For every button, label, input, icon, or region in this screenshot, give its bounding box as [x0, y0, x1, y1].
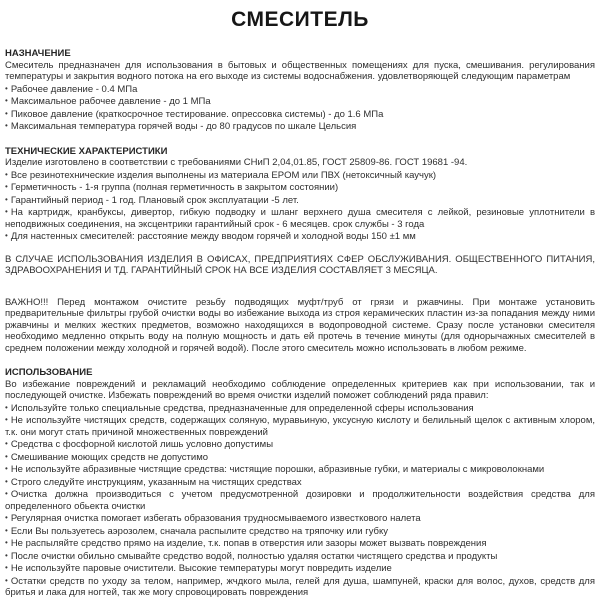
bullet-icon: • — [5, 550, 8, 560]
document-body — [5, 48, 595, 599]
list-item — [5, 463, 595, 476]
paragraph: Изделие изготовлено в соответствии с требованиями СНиП 2,04,01.85, ГОСТ 25809-86. ГОСТ 19681 -94. — [5, 157, 468, 168]
bullet-icon: • — [5, 464, 8, 473]
list-item — [5, 95, 595, 108]
list-item-text: Регулярная очистка помогает избегать образования трудносмываемого известкового налета — [10, 513, 421, 524]
bullet-icon: • — [5, 96, 8, 105]
bullet-icon: • — [5, 169, 8, 179]
list-item — [5, 414, 595, 438]
list-item-text: Очистка должна производиться с учетом предусмотренной дозировки и продолжительности воздействия средства для определенного обьекта очистки — [5, 489, 595, 512]
list-item-text: После очистки обильно смывайте средство водой, полностью удаляя остатки чистящего средства и продукты — [10, 550, 498, 562]
list-item — [5, 230, 595, 243]
list-item-text: Остатки средств по уходу за телом, например, жчдкого мыла, гелей для душа, шампуней, краски для волос, духов, средств для бритья и лака для ногтей, так же могу спровоцировать повреждения — [5, 575, 595, 598]
section-heading: ТЕХНИЧЕСКИЕ ХАРАКТЕРИСТИКИ — [5, 145, 168, 157]
list-item — [5, 108, 595, 121]
bullet-icon: • — [5, 538, 8, 547]
list-item — [5, 169, 595, 182]
bullet-icon: • — [5, 207, 8, 216]
list-item-text: Максимальная температура горячей воды - до 80 градусов по шкале Цельсия — [10, 121, 357, 132]
bullet-icon: • — [5, 121, 8, 130]
bullet-icon: • — [5, 575, 8, 585]
list-item-text: Средства с фосфорной кислотой лишь условно допустимы — [10, 439, 274, 450]
bullet-icon: • — [5, 476, 8, 486]
bullet-icon: • — [5, 439, 8, 448]
list-item — [5, 402, 595, 415]
list-item — [5, 550, 595, 563]
list-item — [5, 194, 595, 207]
list-item-text: Пиковое давление (краткосрочное тестирование. опрессовка системы) - до 1.6 МПа — [10, 108, 384, 120]
list-item — [5, 488, 595, 512]
bullet-icon: • — [5, 489, 8, 498]
list-item — [5, 120, 595, 133]
bullet-icon: • — [5, 451, 8, 461]
bullet-icon: • — [5, 563, 8, 572]
list-item-text: Если Вы пользуетесь аэрозолем, сначала распылите средство на тряпочку или губку — [10, 525, 389, 537]
list-item-text: Для настенных смесителей: расстояние между вводом горячей и холодной воды 150 ±1 мм — [10, 231, 416, 242]
paragraph: Смеситель предназначен для использования в бытовых и общественных помещениях для пуска, смешивания. регулирования температуры и закрытия водного потока на его выходе из системы водоснабжения. удовлетворяющей следующим параметрам — [5, 59, 595, 82]
list-item — [5, 181, 595, 194]
list-item-text: На картридж, кранбуксы, дивертор, гибкую подводку и шланг верхнего душа смесителя с лейкой, резиновые уплотнители в неподвижных соединения, на эксцентрики гарантийный срок - 6 месяцев. срок службы - 3 года — [5, 207, 595, 230]
notice-paragraph: В СЛУЧАЕ ИСПОЛЬЗОВАНИЯ ИЗДЕЛИЯ В ОФИСАХ, ПРЕДПРИЯТИЯХ СФЕР ОБСЛУЖИВАНИЯ. ОБЩЕСТВЕННОГО ПИТАНИЯ, ЗДРАВООХРАНЕНИЯ И ТД. ГАРАНТИЙНЫЙ СРОК НА ВСЕ ИЗДЕЛИЯ СОСТАВЛЯЕТ 3 МЕСЯЦА. — [5, 253, 595, 276]
list-item — [5, 438, 595, 451]
important-paragraph: ВАЖНО!!! Перед монтажом очистите резьбу подводящих муфт/труб от грязи и ржавчины. При монтаже установить предварительные фильтры грубой очистки воды во избежание выхода из строя керамических пластин из-за попадания между ними ржавчины и мелких жестких предметов, возможно находящихся в водопроводной системе. Сразу после установки смесителя необходимо медленно открыть воду на полную мощность и дать ей протечь в течение минуты (для однорычажных смесителей в среднем положении между холодной и горячей водой). После этого смеситель можно использовать в любом режиме. — [5, 296, 595, 354]
list-item-text: Не распыляйте средство прямо на изделие, т.к. попав в отверстия или зазоры может вызвать повреждения — [10, 538, 487, 549]
list-item — [5, 537, 595, 550]
bullet-icon: • — [5, 182, 8, 191]
list-item-text: Строго следуйте инструкциям, указанным на чистящих средствах — [10, 476, 302, 488]
section-heading: ИСПОЛЬЗОВАНИЕ — [5, 367, 93, 378]
bullet-icon: • — [5, 513, 8, 522]
list-item — [5, 206, 595, 230]
paragraph: Во избежание повреждений и рекламаций необходимо соблюдение определенных критериев как при использовании, так и последующей очистке. Избежать повреждений во время очистки изделий поможет соблюдений ряда правил: — [5, 378, 595, 401]
list-item-text: Используйте только специальные средства, предназначенные для определенной сферы использования — [10, 402, 474, 414]
list-item — [5, 476, 595, 489]
list-item — [5, 451, 595, 464]
bullet-icon: • — [5, 525, 8, 535]
list-item — [5, 575, 595, 599]
bullet-icon: • — [5, 415, 8, 424]
list-item-text: Гарантийный период - 1 год. Плановый срок эксплуатации -5 лет. — [10, 194, 299, 206]
section-heading: НАЗНАЧЕНИЕ — [5, 48, 71, 59]
bullet-icon: • — [5, 402, 8, 412]
list-item-text: Рабочее давление - 0.4 МПа — [10, 83, 138, 95]
list-item-text: Максимальное рабочее давление - до 1 МПа — [10, 96, 211, 107]
list-item-text: Не используйте паровые очистители. Высокие температуры могут повредить изделие — [10, 563, 392, 574]
bullet-icon: • — [5, 83, 8, 93]
bullet-icon: • — [5, 108, 8, 118]
list-item-text: Не используйте чистящих средств, содержащих соляную, муравьиную, уксусную кислоту и белильный щелок с активным хлором, т.к. они могут стать причиной множественных повреждений — [5, 415, 595, 438]
list-item — [5, 562, 595, 575]
bullet-icon: • — [5, 194, 8, 204]
bullet-icon: • — [5, 231, 8, 240]
list-item — [5, 512, 595, 525]
list-item — [5, 525, 595, 538]
list-item-text: Не используйте абразивные чистящие средства: чистящие порошки, абразивные губки, и материалы с микроволокнами — [10, 464, 545, 475]
list-item — [5, 83, 595, 96]
list-item-text: Герметичность - 1-я группа (полная герметичность в закрытом состоянии) — [10, 182, 339, 193]
list-item-text: Смешивание моющих средств не допустимо — [10, 451, 209, 463]
document-title: СМЕСИТЕЛЬ — [231, 8, 369, 31]
list-item-text: Все резинотехнические изделия выполнены из материала EPOM или ПВХ (нетоксичный каучук) — [10, 169, 437, 181]
